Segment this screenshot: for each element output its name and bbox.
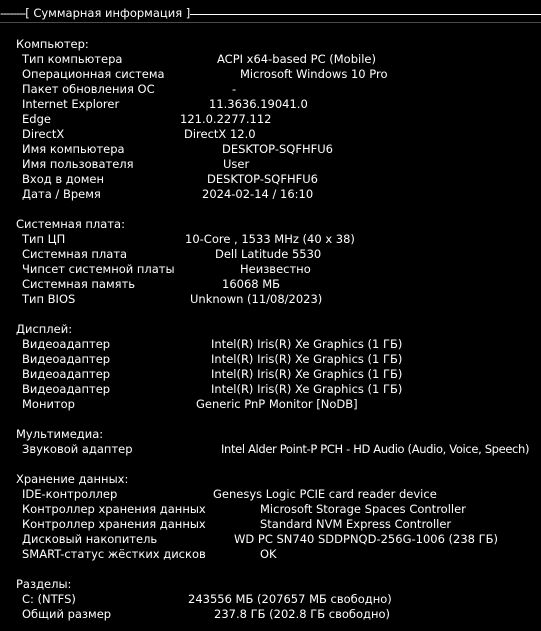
row-label: SMART-статус жёстких дисков [22, 547, 206, 561]
row-label: Системная память [22, 277, 136, 291]
row-value: DirectX 12.0 [184, 127, 256, 141]
row-value: 237.8 ГБ (202.8 ГБ свободно) [214, 607, 391, 621]
row-label: Звуковой адаптер [22, 442, 133, 456]
row-label: Дата / Время [22, 187, 101, 201]
row-value: Generic PnP Monitor [NoDB] [196, 397, 358, 411]
row-value: Intel(R) Iris(R) Xe Graphics (1 ГБ) [211, 337, 403, 351]
row-label: Дисковый накопитель [22, 532, 158, 546]
row-label: DirectX [22, 127, 65, 141]
row-value: - [232, 82, 237, 96]
row-value: Standard NVM Express Controller [260, 517, 452, 531]
row-label: IDE-контроллер [22, 487, 118, 501]
header-title: [ Суммарная информация ] [25, 6, 191, 20]
row-value: Неизвестно [240, 262, 311, 276]
row-value: 2024-02-14 / 16:10 [202, 187, 314, 201]
row-label: Видеоадаптер [22, 367, 111, 381]
header-rule [190, 14, 541, 15]
row-label: Системная плата [22, 247, 128, 261]
summary-header [0, 4, 541, 23]
row-label: Монитор [22, 397, 75, 411]
row-label: Контроллер хранения данных [22, 502, 206, 516]
row-value: ACPI x64-based PC (Mobile) [217, 52, 376, 66]
row-label: Тип BIOS [22, 292, 76, 306]
row-value: 10-Core , 1533 MHz (40 x 38) [185, 232, 355, 246]
row-value: DESKTOP-SQFHFU6 [222, 142, 333, 156]
section-title-partitions: Разделы: [16, 577, 72, 591]
row-value: Unknown (11/08/2023) [190, 292, 323, 306]
row-label: Видеоадаптер [22, 382, 111, 396]
row-value: Microsoft Storage Spaces Controller [260, 502, 466, 516]
row-label: Имя компьютера [22, 142, 125, 156]
section-title-computer: Компьютер: [16, 37, 89, 51]
section-title-multimedia: Мультимедиа: [16, 427, 104, 441]
row-value: DESKTOP-SQFHFU6 [207, 172, 318, 186]
row-label: Имя пользователя [22, 157, 134, 171]
row-value: WD PC SN740 SDDPNQD-256G-1006 (238 ГБ) [234, 532, 499, 546]
row-label: Edge [22, 112, 51, 126]
row-value: OK [260, 547, 277, 561]
row-value: Dell Latitude 5530 [215, 247, 322, 261]
row-value: 11.3636.19041.0 [209, 97, 308, 111]
row-label: Контроллер хранения данных [22, 517, 206, 531]
section-title-display: Дисплей: [16, 322, 73, 336]
row-label: Видеоадаптер [22, 337, 111, 351]
row-value: User [223, 157, 250, 171]
header-dashes: -------- [0, 6, 26, 20]
row-value: Microsoft Windows 10 Pro [240, 67, 388, 81]
row-value: Intel(R) Iris(R) Xe Graphics (1 ГБ) [211, 382, 403, 396]
row-value: 16068 МБ [222, 277, 281, 291]
row-value: 121.0.2277.112 [180, 112, 272, 126]
row-label: Пакет обновления ОС [22, 82, 155, 96]
row-label: Чипсет системной платы [22, 262, 175, 276]
row-label: Операционная система [22, 67, 165, 81]
row-label: Тип ЦП [22, 232, 66, 246]
row-label: Общий размер [22, 607, 112, 621]
section-title-storage: Хранение данных: [16, 472, 129, 486]
section-title-motherboard: Системная плата: [16, 217, 125, 231]
row-value: Intel(R) Iris(R) Xe Graphics (1 ГБ) [211, 352, 403, 366]
row-label: C: (NTFS) [22, 592, 76, 606]
row-label: Вход в домен [22, 172, 105, 186]
row-value: Genesys Logic PCIE card reader device [213, 487, 437, 501]
row-label: Тип компьютера [22, 52, 123, 66]
row-value: Intel(R) Iris(R) Xe Graphics (1 ГБ) [211, 367, 403, 381]
row-label: Internet Explorer [22, 97, 120, 111]
row-label: Видеоадаптер [22, 352, 111, 366]
row-value: Intel Alder Point-P PCH - HD Audio (Audio, Voice, Speech) [221, 442, 530, 456]
row-value: 243556 МБ (207657 МБ свободно) [188, 592, 392, 606]
